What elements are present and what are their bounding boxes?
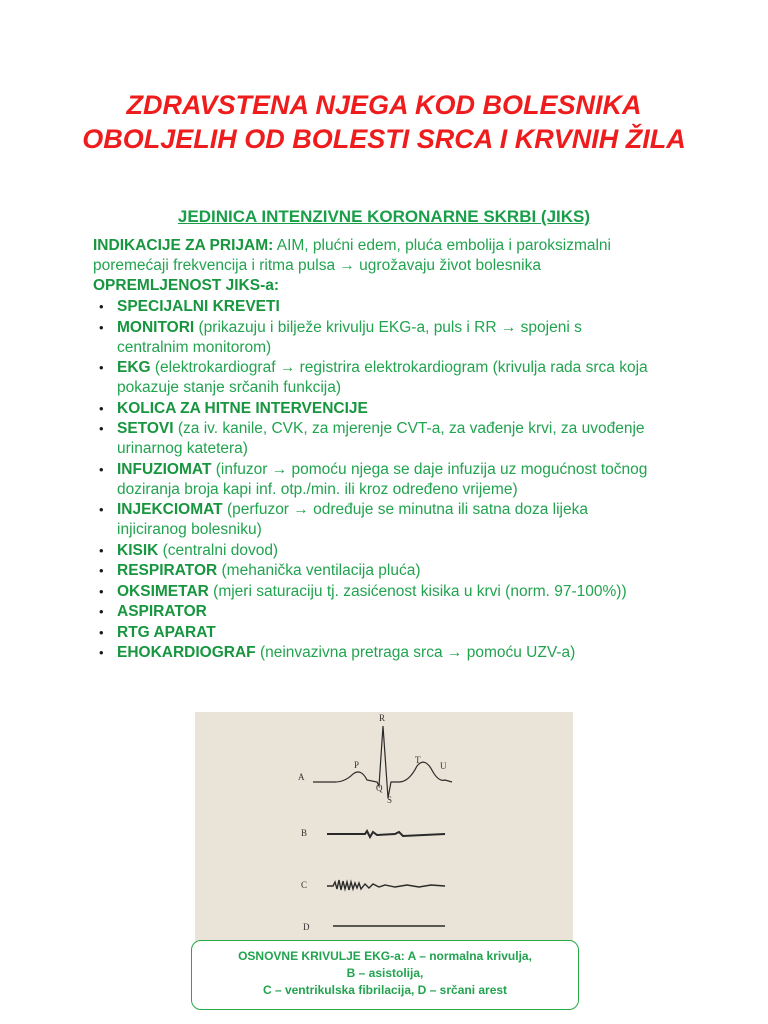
item-term: EHOKARDIOGRAF bbox=[117, 644, 256, 661]
bullet-icon: • bbox=[99, 421, 104, 436]
item-term: SETOVI bbox=[117, 420, 174, 437]
item-term: KISIK bbox=[117, 541, 159, 559]
item-term: KOLICA ZA HITNE INTERVENCIJE bbox=[117, 399, 368, 417]
equipment-heading-text: OPREMLJENOST JIKS-a: bbox=[93, 277, 280, 294]
item-desc: (centralni dovod) bbox=[158, 541, 279, 559]
ekg-figure bbox=[195, 712, 573, 950]
list-item bbox=[99, 500, 657, 540]
bullet-icon: • bbox=[99, 645, 104, 660]
ekg-wave-label-u: U bbox=[440, 761, 447, 771]
list-item bbox=[99, 318, 657, 358]
list-item bbox=[99, 297, 657, 317]
item-term: MONITORI bbox=[117, 318, 195, 336]
caption-line-1: OSNOVNE KRIVULJE EKG-a: A – normalna krivulja, bbox=[238, 949, 532, 963]
ekg-curve-c bbox=[327, 880, 445, 890]
equipment-list bbox=[99, 297, 657, 664]
item-desc: (prikazuju i bilježe krivulju EKG-a, puls i RR → spojeni s centralnim monitorom) bbox=[117, 318, 582, 356]
ekg-wave-label-s: S bbox=[387, 795, 393, 805]
ekg-wave-label-q: Q bbox=[376, 783, 383, 793]
item-term: INJEKCIOMAT bbox=[117, 501, 223, 518]
list-item bbox=[99, 358, 657, 398]
item-desc: (mehanička ventilacija pluća) bbox=[217, 562, 421, 579]
list-item bbox=[99, 460, 657, 500]
ekg-row-label-d: D bbox=[303, 922, 310, 932]
ekg-row-label-c: C bbox=[301, 880, 308, 890]
bullet-icon: • bbox=[99, 542, 104, 558]
ekg-wave-label-r: R bbox=[379, 713, 386, 723]
ekg-row-label-a: A bbox=[298, 772, 305, 782]
ekg-wave-label-t: T bbox=[415, 755, 421, 765]
item-term: RTG APARAT bbox=[117, 623, 216, 641]
bullet-icon: • bbox=[99, 400, 104, 416]
ekg-curve-a bbox=[313, 726, 452, 798]
indications-paragraph bbox=[93, 236, 653, 276]
list-item bbox=[99, 623, 657, 643]
item-term: OKSIMETAR bbox=[117, 582, 209, 600]
ekg-row-label-b: B bbox=[301, 828, 308, 838]
list-item bbox=[99, 602, 657, 622]
bullet-icon: • bbox=[99, 299, 104, 314]
list-item bbox=[99, 399, 657, 419]
ekg-curve-b bbox=[327, 831, 445, 837]
item-term: ASPIRATOR bbox=[117, 603, 207, 620]
item-term: INFUZIOMAT bbox=[117, 460, 212, 478]
caption-line-2: B – asistolija, bbox=[346, 966, 424, 980]
page-title: ZDRAVSTENA NJEGA KOD BOLESNIKA OBOLJELIH OD BOLESTI SRCA I KRVNIH ŽILA bbox=[82, 90, 686, 154]
section-subtitle: JEDINICA INTENZIVNE KORONARNE SKRBI (JIKS) bbox=[177, 207, 591, 226]
list-item bbox=[99, 419, 657, 459]
indications-label: INDIKACIJE ZA PRIJAM: bbox=[93, 237, 274, 254]
bullet-icon: • bbox=[99, 461, 104, 477]
item-term: EKG bbox=[117, 359, 151, 376]
item-term: SPECIJALNI KREVETI bbox=[117, 298, 280, 315]
item-desc: (za iv. kanile, CVK, za mjerenje CVT-a, za vađenje krvi, za uvođenje urinarnog katetera) bbox=[117, 420, 645, 457]
list-item bbox=[99, 561, 657, 581]
bullet-icon: • bbox=[99, 319, 104, 335]
item-desc: (elektrokardiograf → registrira elektrokardiogram (krivulja rada srca koja pokazuje stanje srčanih funkcija) bbox=[117, 359, 648, 396]
item-term: RESPIRATOR bbox=[117, 562, 218, 579]
item-desc: (mjeri saturaciju tj. zasićenost kisika u krvi (norm. 97-100%)) bbox=[208, 582, 627, 600]
ekg-caption-box bbox=[191, 940, 579, 1010]
caption-line-3: C – ventrikulska fibrilacija, D – srčani arest bbox=[262, 983, 508, 997]
list-item bbox=[99, 582, 657, 602]
bullet-icon: • bbox=[99, 360, 104, 375]
ekg-drawing bbox=[195, 712, 573, 950]
indications-text: AIM, plućni edem, pluća embolija i paroksizmalni poremećaji frekvencija i ritma pulsa → ugrožavaju život bolesnika bbox=[93, 237, 611, 274]
item-desc: (perfuzor → određuje se minutna ili satna doza lijeka injiciranog bolesniku) bbox=[117, 501, 588, 538]
ekg-wave-label-p: P bbox=[354, 760, 360, 770]
equipment-heading bbox=[93, 276, 653, 296]
list-item bbox=[99, 643, 657, 663]
bullet-icon: • bbox=[99, 583, 104, 599]
bullet-icon: • bbox=[99, 604, 104, 619]
list-item bbox=[99, 541, 657, 561]
item-desc: (infuzor → pomoću njega se daje infuzija uz mogućnost točnog doziranja broja kapi inf. otp./min. ili kroz određeno vrijeme) bbox=[117, 460, 648, 498]
bullet-icon: • bbox=[99, 624, 104, 640]
bullet-icon: • bbox=[99, 502, 104, 517]
bullet-icon: • bbox=[99, 563, 104, 578]
item-desc: (neinvazivna pretraga srca → pomoću UZV-a) bbox=[255, 644, 576, 661]
